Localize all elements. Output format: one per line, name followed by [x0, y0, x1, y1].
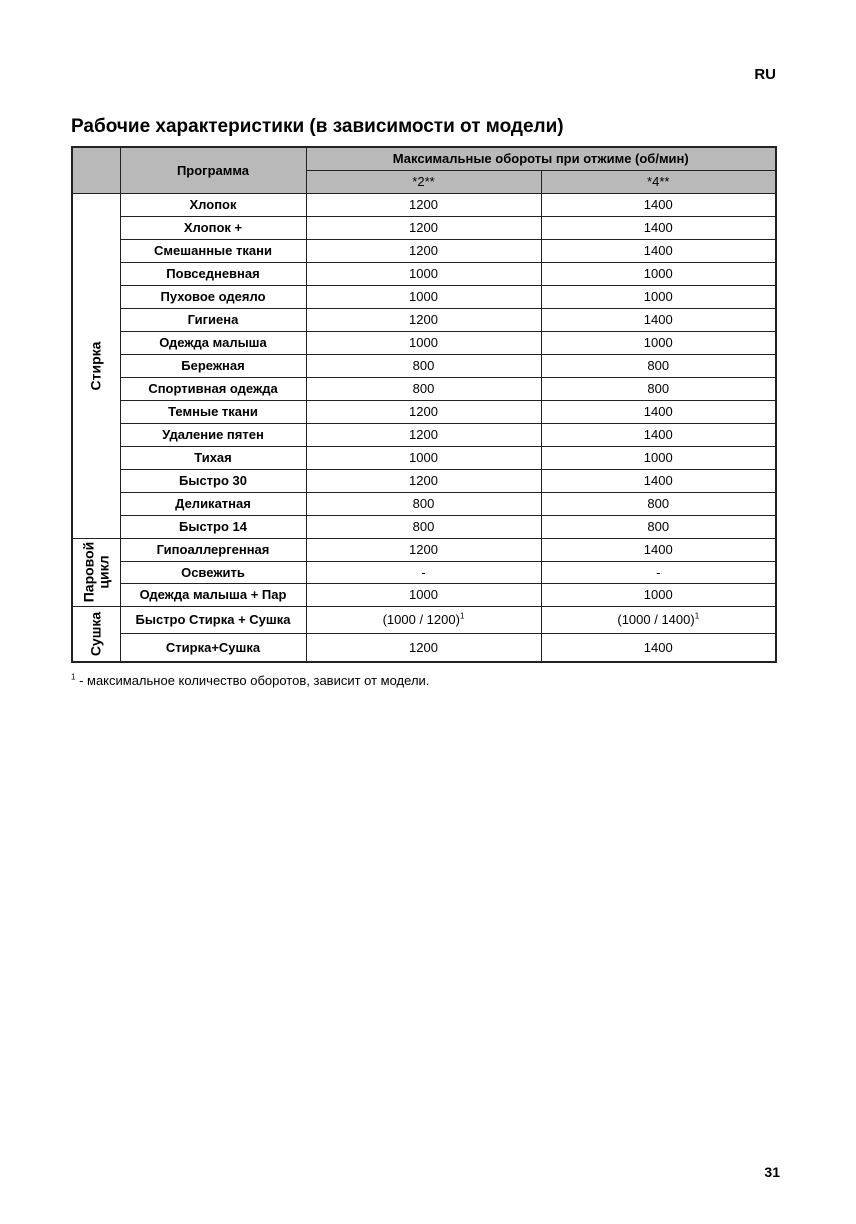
table-row	[72, 423, 776, 446]
spin-value-2: 1200	[306, 193, 541, 216]
table-row	[72, 262, 776, 285]
spin-value-2: 1200	[306, 216, 541, 239]
group-label-wash: Стирка	[72, 193, 120, 538]
table-row	[72, 354, 776, 377]
spin-value-4: 1400	[541, 239, 776, 262]
program-name: Смешанные ткани	[120, 239, 306, 262]
footnote	[71, 673, 429, 688]
spin-value-2: 1000	[306, 583, 541, 606]
program-name: Гипоаллергенная	[120, 538, 306, 561]
spin-value-2: 1000	[306, 331, 541, 354]
spin-value-2: 1000	[306, 285, 541, 308]
spin-value-2: 1200	[306, 633, 541, 662]
program-name: Тихая	[120, 446, 306, 469]
spin-value-2: 800	[306, 377, 541, 400]
program-name: Повседневная	[120, 262, 306, 285]
spin-value-4: 800	[541, 515, 776, 538]
spin-value-2: 1000	[306, 446, 541, 469]
spin-value-4: 1000	[541, 262, 776, 285]
program-name: Одежда малыша	[120, 331, 306, 354]
table-row	[72, 308, 776, 331]
footnote-mark: 1	[459, 611, 465, 621]
language-code: RU	[754, 66, 776, 83]
spin-value-4: 1000	[541, 446, 776, 469]
spin-value-4: 800	[541, 492, 776, 515]
program-name: Стирка+Сушка	[120, 633, 306, 662]
page-title: Рабочие характеристики (в зависимости от модели)	[71, 116, 564, 137]
column-header-2: *2**	[306, 170, 541, 193]
program-name: Гигиена	[120, 308, 306, 331]
spin-value-2: (1000 / 1200)$^1$	[306, 606, 541, 633]
spin-value-4: 1400	[541, 193, 776, 216]
spin-value-4: -	[541, 561, 776, 583]
spin-value-2: 1200	[306, 400, 541, 423]
spin-value-4: 1000	[541, 285, 776, 308]
program-name: Освежить	[120, 561, 306, 583]
spin-value-4: 1000	[541, 583, 776, 606]
spin-value-4: 1000	[541, 331, 776, 354]
program-name: Быстро Стирка + Сушка	[120, 606, 306, 633]
program-name: Пуховое одеяло	[120, 285, 306, 308]
group-label-steam: Паровой цикл	[72, 538, 120, 606]
program-name: Одежда малыша + Пар	[120, 583, 306, 606]
spin-value-2: 1200	[306, 308, 541, 331]
spin-value-2: 800	[306, 354, 541, 377]
table-row	[72, 377, 776, 400]
spin-value-2: 1200	[306, 423, 541, 446]
program-name: Спортивная одежда	[120, 377, 306, 400]
table-row	[72, 400, 776, 423]
table-row	[72, 515, 776, 538]
spin-value-4: 800	[541, 377, 776, 400]
program-name: Хлопок	[120, 193, 306, 216]
spin-value-2: 800	[306, 515, 541, 538]
group-header-cell	[72, 147, 120, 193]
table-row	[72, 538, 776, 561]
spin-value-2: -	[306, 561, 541, 583]
spin-value-2: 1200	[306, 469, 541, 492]
page-number: 31	[764, 1164, 780, 1180]
spin-value-2: 1000	[306, 262, 541, 285]
program-name: Быстро 14	[120, 515, 306, 538]
spin-value-4: 1400	[541, 216, 776, 239]
table-row	[72, 583, 776, 606]
program-name: Удаление пятен	[120, 423, 306, 446]
table-row	[72, 285, 776, 308]
footnote-mark: 1	[71, 672, 76, 682]
spin-value-4: (1000 / 1400)$^1$	[541, 606, 776, 633]
footnote-text: - максимальное количество оборотов, зависит от модели.	[75, 673, 430, 688]
spin-value-4: 1400	[541, 538, 776, 561]
footnote-mark: 1	[694, 611, 700, 621]
table-row	[72, 633, 776, 662]
program-name: Быстро 30	[120, 469, 306, 492]
spin-value-4: 1400	[541, 400, 776, 423]
spin-value-4: 1400	[541, 308, 776, 331]
table-row	[72, 216, 776, 239]
spin-value-4: 1400	[541, 633, 776, 662]
table-row	[72, 561, 776, 583]
spin-value-4: 800	[541, 354, 776, 377]
program-name: Хлопок +	[120, 216, 306, 239]
table-row	[72, 239, 776, 262]
table-row	[72, 446, 776, 469]
spin-value-4: 1400	[541, 469, 776, 492]
table-row	[72, 469, 776, 492]
spin-speed-header: Максимальные обороты при отжиме (об/мин)	[306, 147, 776, 170]
table-row	[72, 193, 776, 216]
program-name: Темные ткани	[120, 400, 306, 423]
table-row	[72, 492, 776, 515]
spin-speed-table	[71, 146, 777, 663]
spin-value-4: 1400	[541, 423, 776, 446]
program-name: Бережная	[120, 354, 306, 377]
program-header: Программа	[120, 147, 306, 193]
spin-value-2: 1200	[306, 239, 541, 262]
table-row	[72, 606, 776, 633]
group-label-dry: Сушка	[72, 606, 120, 662]
spin-value-2: 800	[306, 492, 541, 515]
program-name: Деликатная	[120, 492, 306, 515]
table-row	[72, 331, 776, 354]
spin-value-2: 1200	[306, 538, 541, 561]
column-header-4: *4**	[541, 170, 776, 193]
